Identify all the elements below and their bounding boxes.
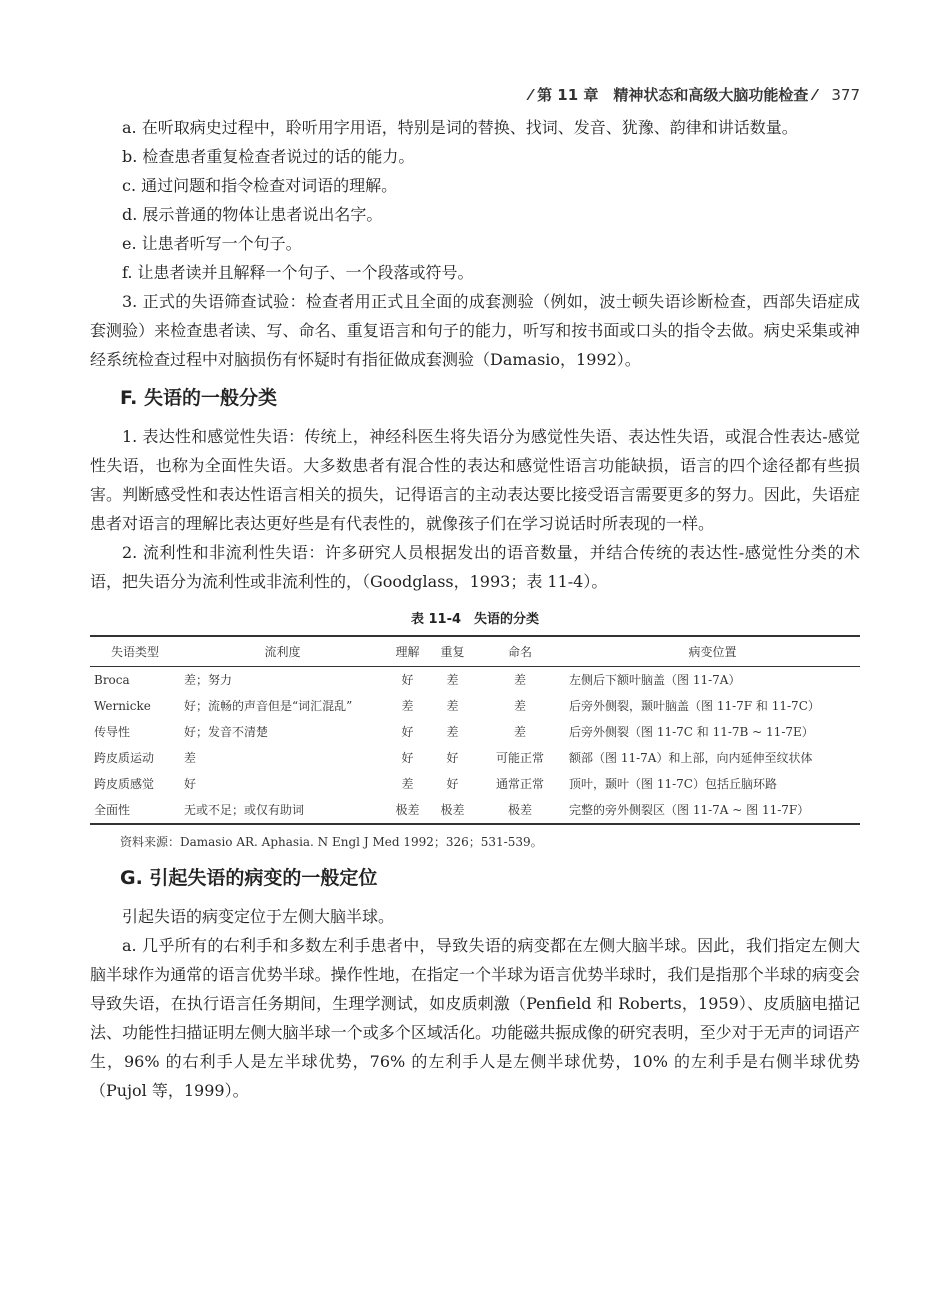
cell-location: 额部（图 11-7A）和上部，向内延伸至纹状体 xyxy=(569,751,813,765)
cell-type: 跨皮质感觉 xyxy=(94,777,155,791)
cell-comprehension: 极差 xyxy=(385,797,430,824)
paragraph: 引起失语的病变定位于左侧大脑半球。 xyxy=(122,907,395,926)
cell-fluency: 好；发音不清楚 xyxy=(184,725,269,739)
cell-type: 全面性 xyxy=(90,797,180,824)
cell-comprehension: 好 xyxy=(401,673,414,687)
cell-location: 后旁外侧裂，颞叶脑盖（图 11-7F 和 11-7C） xyxy=(569,699,820,713)
header-cell: 命名 xyxy=(475,636,565,667)
table-title: 表 11-4 失语的分类 xyxy=(410,612,540,627)
section-heading-f: F. 失语的一般分类 xyxy=(120,387,278,409)
cell-naming: 极差 xyxy=(475,797,565,824)
header-cell: 理解 xyxy=(385,636,430,667)
cell-repetition: 差 xyxy=(446,699,459,713)
header-cell: 重复 xyxy=(430,636,475,667)
paragraph: c. 通过问题和指令检查对词语的理解。 xyxy=(122,176,398,195)
cell-naming: 差 xyxy=(513,725,526,739)
running-header xyxy=(90,84,860,105)
cell-location: 左侧后下额叶脑盖（图 11-7A） xyxy=(569,673,741,687)
page-number: 377 xyxy=(831,86,860,104)
paragraph: f. 让患者读并且解释一个句子、一个段落或符号。 xyxy=(122,263,474,282)
cell-type: 传导性 xyxy=(94,725,131,739)
table-row xyxy=(90,719,860,745)
paragraph: a. 几乎所有的右利手和多数左利手患者中，导致失语的病变都在左侧大脑半球。因此，我们指定左侧大脑半球作为通常的语言优势半球。操作性地，在指定一个半球为语言优势半球时，我们是指那个半球的病变会导致失语，在执行语言任务期间，生理学测试，如皮质刺激（Penfield 和 Roberts，1959）、皮质脑电描记法、功能性扫描证明左侧大脑半球一个或多个区域活化。功能磁共振成像的研究表明，至少对于无声的词语产生，96% 的右利手人是左半球优势，76% 的左利手人是左侧半球优势，10% 的左利手是右侧半球优势（Pujol 等，1999）。 xyxy=(90,936,860,1100)
cell-naming: 通常正常 xyxy=(495,777,544,791)
cell-naming: 可能正常 xyxy=(495,751,544,765)
cell-type: Broca xyxy=(94,673,130,687)
paragraph: a. 在听取病史过程中，聆听用字用语，特别是词的替换、找词、发音、犹豫、韵律和讲话数量。 xyxy=(122,118,798,137)
cell-repetition: 差 xyxy=(446,673,459,687)
table-row xyxy=(90,745,860,771)
header-cell: 病变位置 xyxy=(565,636,860,667)
cell-naming: 差 xyxy=(513,673,526,687)
cell-comprehension: 好 xyxy=(401,725,414,739)
header-cell: 失语类型 xyxy=(90,636,180,667)
paragraph: d. 展示普通的物体让患者说出名字。 xyxy=(122,205,383,224)
chapter-title: ⁄ 第 11 章 精神状态和高级大脑功能检查 ⁄ xyxy=(529,86,817,104)
cell-fluency: 无或不足；或仅有助词 xyxy=(180,797,385,824)
cell-fluency: 差；努力 xyxy=(184,673,233,687)
table-row xyxy=(90,771,860,797)
header-cell: 流利度 xyxy=(180,636,385,667)
cell-repetition: 好 xyxy=(446,777,459,791)
table-header-row xyxy=(90,636,860,667)
table-row xyxy=(90,693,860,719)
cell-fluency: 好 xyxy=(184,777,197,791)
cell-type: Wernicke xyxy=(94,699,151,713)
cell-repetition: 差 xyxy=(446,725,459,739)
main-content xyxy=(90,113,860,1105)
paragraph: 1. 表达性和感觉性失语：传统上，神经科医生将失语分为感觉性失语、表达性失语，或混合性表达-感觉性失语，也称为全面性失语。大多数患者有混合性的表达和感觉性语言功能缺损，语言的四个途径都有些损害。判断感受性和表达性语言相关的损失，记得语言的主动表达要比接受语言需要更多的努力。因此，失语症患者对语言的理解比表达更好些是有代表性的，就像孩子们在学习说话时所表现的一样。 xyxy=(90,427,860,533)
cell-type: 跨皮质运动 xyxy=(94,751,155,765)
cell-comprehension: 差 xyxy=(401,777,414,791)
paragraph: 3. 正式的失语筛查试验：检查者用正式且全面的成套测验（例如，波士顿失语诊断检查，西部失语症成套测验）来检查患者读、写、命名、重复语言和句子的能力，听写和按书面或口头的指令去做。病史采集或神经系统检查过程中对脑损伤有怀疑时有指征做成套测验（Damasio，1992）。 xyxy=(90,292,860,369)
aphasia-classification-table xyxy=(90,635,860,825)
cell-location: 顶叶，颞叶（图 11-7C）包括丘脑环路 xyxy=(569,777,777,791)
cell-naming: 差 xyxy=(513,699,526,713)
cell-location: 完整的旁外侧裂区（图 11-7A ~ 图 11-7F） xyxy=(565,797,860,824)
cell-comprehension: 好 xyxy=(401,751,414,765)
paragraph: 2. 流利性和非流利性失语：许多研究人员根据发出的语音数量，并结合传统的表达性-感觉性分类的术语，把失语分为流利性或非流利性的，（Goodglass，1993；表 11-4）。 xyxy=(90,543,860,591)
table-row xyxy=(90,797,860,824)
cell-location: 后旁外侧裂（图 11-7C 和 11-7B ~ 11-7E） xyxy=(569,725,814,739)
cell-repetition: 好 xyxy=(446,751,459,765)
section-heading-g: G. 引起失语的病变的一般定位 xyxy=(120,867,378,889)
cell-fluency: 好；流畅的声音但是“词汇混乱” xyxy=(184,699,353,713)
cell-comprehension: 差 xyxy=(401,699,414,713)
table-source-note: 资料来源：Damasio AR. Aphasia. N Engl J Med 1992；326；531-539。 xyxy=(120,835,543,849)
paragraph: e. 让患者听写一个句子。 xyxy=(122,234,302,253)
table-row xyxy=(90,667,860,694)
paragraph: b. 检查患者重复检查者说过的话的能力。 xyxy=(122,147,415,166)
cell-repetition: 极差 xyxy=(430,797,475,824)
cell-fluency: 差 xyxy=(184,751,197,765)
